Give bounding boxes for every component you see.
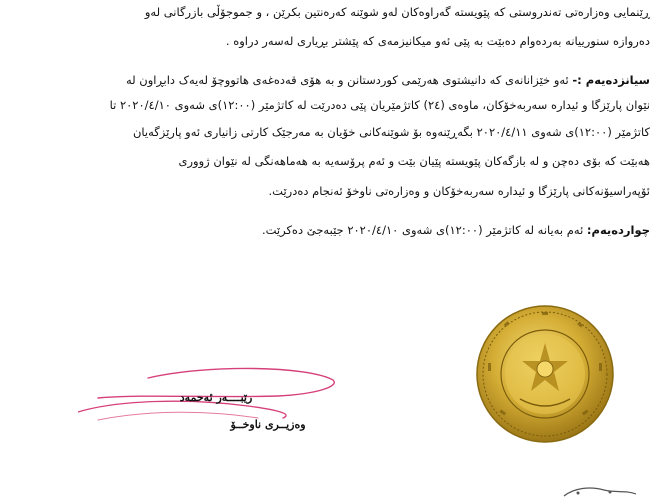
paragraph-3-heading: چواردەیەم: [586,223,650,237]
paragraph-2-line-4: هەبێت کە بۆی دەچن و لە بازگەکان پێویستە پێیان بێت و ئەم پرۆسەیە بە هەماهەنگی لە نێوان ژووری [178,154,650,168]
paragraph-2-line-2: نێوان پارێزگا و ئیدارە سەربەخۆکان، ماوەی (٢٤) کاتژمێریان پێی دەدرێت لە کاتژمێر (١٢:٠٠)ی شەوی ٢٠٢٠/٤/١٠ تا [109,98,650,112]
paragraph-1-line-1: ڕێنمایی وەزارەتی تەندروستی کە پێویستە گەراوەکان لەو شوێنە کەرەنتین بکرێن ، و جموجۆڵی بازرگانی لەو [144,5,650,19]
paragraph-2-line-3: کاتژمێر (١٢:٠٠)ی شەوی ٢٠٢٠/٤/١١ بگەڕێنەوە بۆ شوێنەکانی خۆیان بە مەرجێک کارتی زانیاری ئەو پارێزگەیان [132,125,650,139]
partial-stamp-fragment [560,484,640,498]
paragraph-2-text-1: ئەو خێزانانەی کە دانیشتوی هەرێمی کوردستانن و بە هۆی قەدەغەی هاتووچۆ لەیەک دابڕاون لە [125,73,569,87]
signatory-title: وەزیــری ناوخــۆ [230,418,306,431]
signatory-name: رێبــــەر ئەحمەد [179,391,253,404]
official-seal [474,303,616,445]
paragraph-2-line-5: ئۆپەراسیۆنەکانی پارێزگا و ئیدارە سەربەخۆکان و وەزارەتی ناوخۆ ئەنجام دەدرێت. [268,184,650,198]
paragraph-3-text-1: ئەم بەیانە لە کاتژمێر (١٢:٠٠)ی شەوی ٢٠٢٠/٤/١٠ جێبەجێ دەکرێت. [261,223,584,237]
seal-inner-emblem [505,334,585,414]
paragraph-1-line-2: دەروازە سنورییانە بەردەوام دەبێت بە پێی ئەو میکانیزمەی کە پێشتر بڕیاری لەسەر دراوە . [225,34,650,48]
paragraph-2-heading: سیانزدەیەم :- [572,73,650,87]
paragraph-2-line-1 [14,72,650,88]
paragraph-3-line-1 [14,222,650,238]
